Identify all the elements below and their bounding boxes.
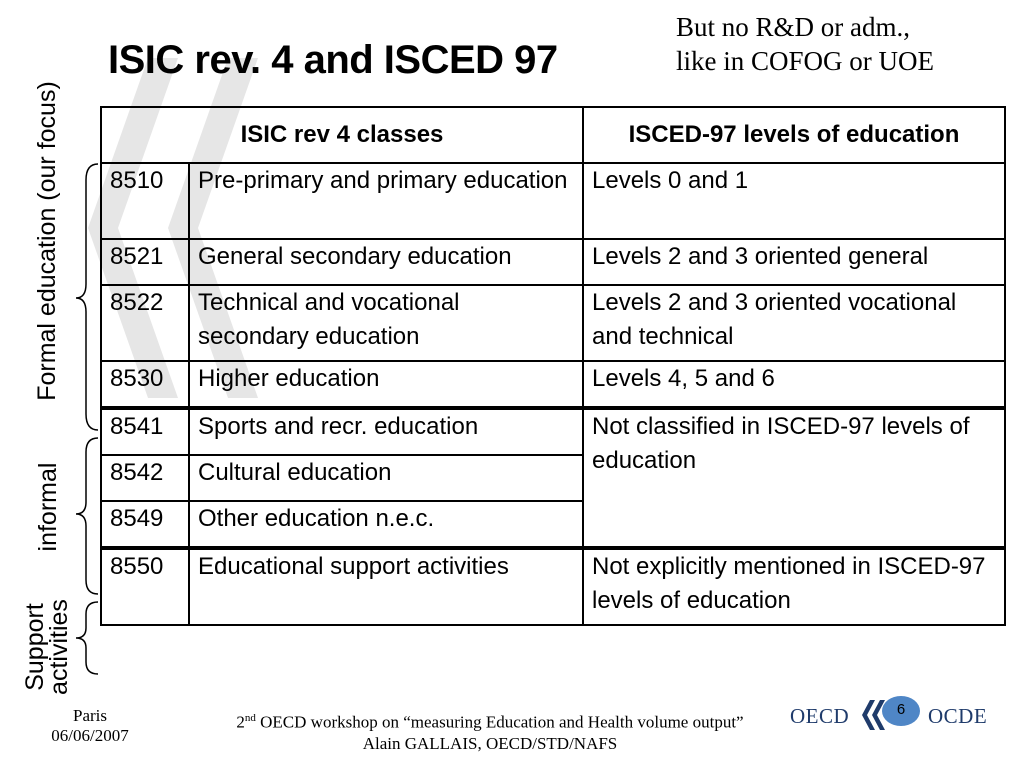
isced-level: Levels 2 and 3 oriented vocational and technical [583,285,1005,361]
page-number-badge: 6 [882,696,920,726]
oecd-logo-text: OECD [790,704,850,728]
formal-brace [76,164,98,430]
isic-code: 8549 [101,501,189,548]
table-row [101,239,1005,285]
note-line-2: like in COFOG or UOE [676,46,934,76]
isic-code: 8550 [101,548,189,625]
footer-location: Paris [73,706,107,725]
support-label-line-2: activities [45,599,73,695]
isic-class: Sports and recr. education [189,408,583,455]
isced-level: Levels 4, 5 and 6 [583,361,1005,408]
isic-class: Technical and vocational secondary education [189,285,583,361]
isic-code: 8542 [101,455,189,501]
isic-class: Cultural education [189,455,583,501]
isic-class: General secondary education [189,239,583,285]
workshop-text: OECD workshop on “measuring Education and Health volume output” [255,712,744,732]
formal-education-label: Formal education (our focus) [33,81,61,401]
table-row [101,361,1005,408]
isic-class: Higher education [189,361,583,408]
footer-author: Alain GALLAIS, OECD/STD/NAFS [362,733,618,753]
support-label-line-1: Support [21,603,49,691]
note-text [676,10,1016,78]
slide-title: ISIC rev. 4 and ISCED 97 [108,38,558,82]
table-row [101,548,1005,625]
isic-class: Other education n.e.c. [189,501,583,548]
isced-level: Levels 0 and 1 [583,163,1005,239]
header-isic: ISIC rev 4 classes [101,107,583,163]
isced-level: Levels 2 and 3 oriented general [583,239,1005,285]
informal-label: informal [34,462,62,552]
informal-brace [76,438,98,594]
isic-code: 8541 [101,408,189,455]
ocde-logo-text: OCDE [928,704,988,728]
support-brace [76,602,98,674]
header-isced: ISCED-97 levels of education [583,107,1005,163]
table-row [101,408,1005,455]
isic-code: 8521 [101,239,189,285]
workshop-ordinal: 2 [236,712,245,732]
footer-workshop-line [190,708,790,733]
table-row [101,163,1005,239]
table-row [101,285,1005,361]
workshop-ordinal-suffix: nd [244,712,256,724]
footer-location-date [44,706,136,746]
footer-date: 06/06/2007 [51,726,129,745]
table-header-row [101,107,1005,163]
isic-code: 8522 [101,285,189,361]
isic-class: Educational support activities [189,548,583,625]
isced-level: Not classified in ISCED-97 levels of education [583,408,1005,548]
isced-level: Not explicitly mentioned in ISCED-97 levels of education [583,548,1005,625]
footer-workshop [190,708,790,754]
isic-code: 8510 [101,163,189,239]
note-line-1: But no R&D or adm., [676,12,910,42]
grouping-braces [0,0,110,700]
isic-isced-table [100,106,1006,626]
isic-class: Pre-primary and primary education [189,163,583,239]
isic-code: 8530 [101,361,189,408]
